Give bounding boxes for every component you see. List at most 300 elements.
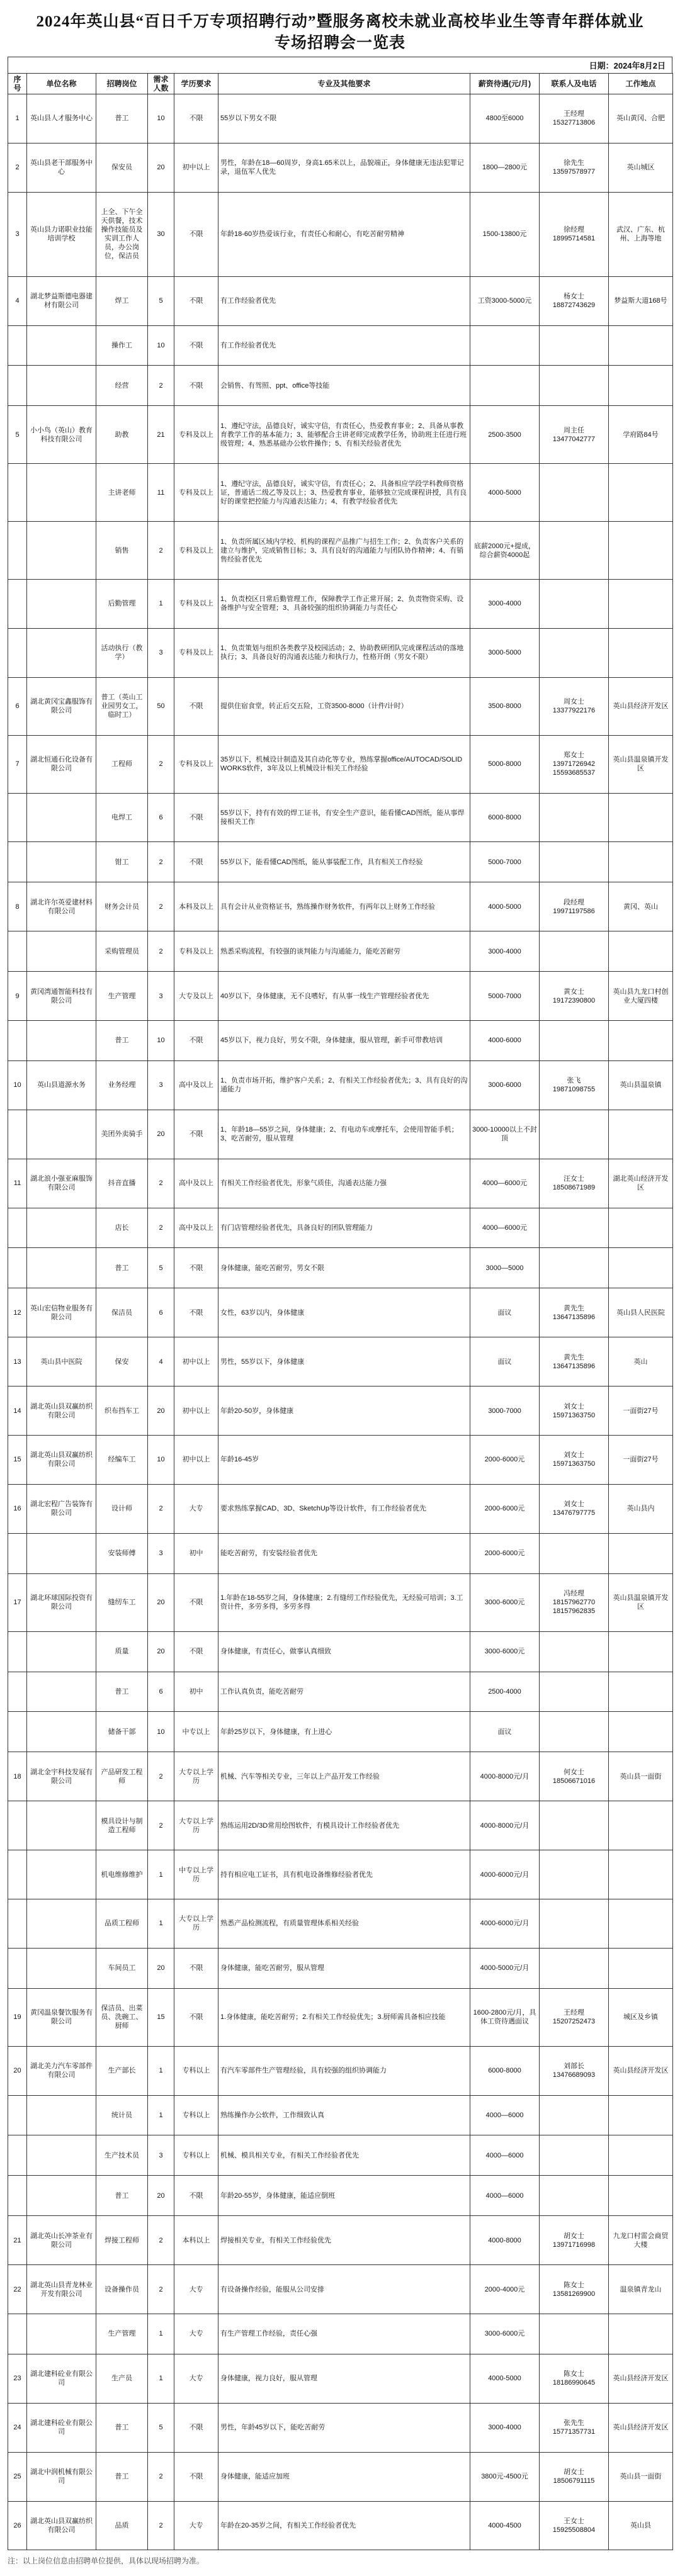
table-cell: 英山县人民医院	[609, 1288, 673, 1337]
table-cell: 焊接工程师	[96, 2216, 148, 2265]
table-cell	[27, 931, 96, 972]
table-cell	[609, 842, 673, 882]
table-cell: 湖北建科砼业有限公司	[27, 2354, 96, 2403]
table-cell: 不限	[174, 1110, 218, 1159]
table-cell: 刘女士 13476797775	[540, 1484, 609, 1533]
table-cell: 抖音直播	[96, 1159, 148, 1208]
table-cell	[540, 842, 609, 882]
table-row	[8, 325, 673, 366]
table-cell: 4000-5000	[470, 882, 540, 931]
table-cell: 普工	[96, 1672, 148, 1712]
table-cell: 男性，55岁以下，身体健康	[218, 1337, 470, 1386]
table-row	[8, 464, 673, 522]
table-cell: 1、负责市场开拓，维护客户关系；2、有相关工作经验者优先；3、具有良好的沟通能力	[218, 1060, 470, 1110]
table-cell: 能吃苦耐劳，有安装经验者优先	[218, 1533, 470, 1573]
table-cell: 5	[8, 406, 27, 464]
table-cell: 英山县经济开发区	[609, 2046, 673, 2095]
table-cell: 一面街27号	[609, 1436, 673, 1485]
table-cell: 大专以上学历	[174, 1899, 218, 1948]
table-cell: 湖北恒通石化设备有限公司	[27, 735, 96, 793]
table-cell	[540, 1672, 609, 1712]
table-cell	[609, 1672, 673, 1712]
table-cell: 1500-13800元	[470, 192, 540, 276]
table-cell: 3000-10000以上不封顶	[470, 1110, 540, 1159]
table-cell: 大专及以上	[174, 972, 218, 1021]
table-cell	[8, 325, 27, 366]
table-cell: 湖北许尔英爱建材料有限公司	[27, 882, 96, 931]
table-cell: 3000-4000	[470, 2403, 540, 2452]
table-cell: 2	[148, 842, 174, 882]
table-cell	[609, 1801, 673, 1850]
table-cell	[540, 1110, 609, 1159]
table-cell	[27, 2095, 96, 2135]
table-cell	[27, 2314, 96, 2354]
table-cell: 3	[148, 2135, 174, 2176]
table-cell: 4000-5000元/月	[470, 1948, 540, 1988]
table-cell: 14	[8, 1386, 27, 1436]
table-row	[8, 1712, 673, 1752]
table-cell: 周主任 13477042777	[540, 406, 609, 464]
table-cell: 英山城区	[609, 143, 673, 192]
table-cell: 2	[148, 2501, 174, 2550]
table-cell: 织布挡车工	[96, 1386, 148, 1436]
table-cell: 初中	[174, 1533, 218, 1573]
table-cell	[27, 1850, 96, 1899]
table-row	[8, 972, 673, 1021]
table-cell	[540, 464, 609, 522]
table-cell: 英山县经济开发区	[609, 2354, 673, 2403]
table-cell	[27, 1248, 96, 1288]
table-cell: 2000-4000元	[470, 2265, 540, 2314]
table-cell: 英山县经济开发区	[609, 677, 673, 735]
table-cell: 初中	[174, 1672, 218, 1712]
table-cell: 6000-8000	[470, 2046, 540, 2095]
table-cell	[540, 1208, 609, 1248]
table-cell: 3800元-4500元	[470, 2452, 540, 2501]
table-row	[8, 2135, 673, 2176]
date-bar: 日期：2024年8月2日	[8, 57, 672, 73]
table-cell: 1	[148, 1850, 174, 1899]
table-cell: 品质工程师	[96, 1899, 148, 1948]
column-header: 单位名称	[27, 74, 96, 94]
table-cell	[609, 1850, 673, 1899]
table-cell	[609, 1110, 673, 1159]
table-cell	[540, 2095, 609, 2135]
table-row	[8, 1208, 673, 1248]
table-cell: 设备操作员	[96, 2265, 148, 2314]
table-cell	[8, 366, 27, 406]
table-cell: 徐先生 13597578977	[540, 143, 609, 192]
table-cell	[27, 1208, 96, 1248]
column-header: 工作地点	[609, 74, 673, 94]
table-row	[8, 1672, 673, 1712]
table-cell	[609, 2135, 673, 2176]
table-cell: 面议	[470, 1288, 540, 1337]
jobs-table	[8, 73, 673, 2550]
table-cell	[540, 1712, 609, 1752]
column-header: 招聘岗位	[96, 74, 148, 94]
table-cell: 30	[148, 192, 174, 276]
table-cell: 不限	[174, 842, 218, 882]
table-cell	[27, 522, 96, 580]
table-cell	[609, 1948, 673, 1988]
table-cell: 专科以上	[174, 2135, 218, 2176]
table-cell: 身体健康，能适应加班	[218, 2452, 470, 2501]
table-cell: 3000-6000元	[470, 1573, 540, 1631]
table-cell: 3000-5000	[470, 628, 540, 677]
table-row	[8, 580, 673, 629]
table-cell: 女性，63岁以内，身体健康	[218, 1288, 470, 1337]
table-cell: 生产管理	[96, 2314, 148, 2354]
table-cell: 5000-7000	[470, 972, 540, 1021]
table-cell: 5	[148, 2403, 174, 2452]
table-cell: 初中以上	[174, 1386, 218, 1436]
table-cell: 3	[148, 1533, 174, 1573]
table-cell: 1	[148, 1899, 174, 1948]
table-cell: 初中以上	[174, 143, 218, 192]
column-header: 专业及其他要求	[218, 74, 470, 94]
table-cell: 2	[148, 1159, 174, 1208]
table-cell: 机电维修维护	[96, 1850, 148, 1899]
table-row	[8, 94, 673, 143]
table-cell: 湖北英山县双赢纺织有限公司	[27, 1386, 96, 1436]
table-cell	[8, 1672, 27, 1712]
table-cell	[27, 793, 96, 842]
table-cell: 湖北中润机械有限公司	[27, 2452, 96, 2501]
table-cell: 湖北建科砼业有限公司	[27, 2403, 96, 2452]
table-cell: 大专	[174, 2265, 218, 2314]
table-cell: 段经理 19971197586	[540, 882, 609, 931]
table-row	[8, 1060, 673, 1110]
table-cell: 不限	[174, 2452, 218, 2501]
table-cell: 20	[148, 1386, 174, 1436]
table-cell: 5	[148, 276, 174, 325]
table-cell: 3	[148, 972, 174, 1021]
table-cell	[609, 366, 673, 406]
table-cell: 2000-6000元	[470, 1533, 540, 1573]
table-cell: 11	[8, 1159, 27, 1208]
table-cell: 25	[8, 2452, 27, 2501]
table-cell: 高中及以上	[174, 1159, 218, 1208]
table-cell: 年龄18-60岁热爱该行业，有责任心和耐心，有吃苦耐劳精神	[218, 192, 470, 276]
table-body	[8, 94, 673, 2550]
table-cell: 普工	[96, 94, 148, 143]
table-cell: 1800—2800元	[470, 143, 540, 192]
table-cell: 2	[148, 366, 174, 406]
table-row	[8, 1288, 673, 1337]
table-cell: 有工作经验者优先	[218, 276, 470, 325]
table-cell: 4000-5000	[470, 464, 540, 522]
table-cell: 2	[148, 1484, 174, 1533]
table-cell: 品质	[96, 2501, 148, 2550]
table-cell: 4000-8000	[470, 2216, 540, 2265]
table-cell: 20	[148, 2176, 174, 2216]
table-cell: 3500-8000	[470, 677, 540, 735]
table-row	[8, 522, 673, 580]
table-cell: 初中以上	[174, 1337, 218, 1386]
table-cell	[27, 842, 96, 882]
table-cell: 操作工	[96, 325, 148, 366]
table-cell: 9	[8, 972, 27, 1021]
table-cell: 20	[148, 1948, 174, 1988]
table-cell: 工资3000-5000元	[470, 276, 540, 325]
table-cell: 持有相应电工证书，具有机电设备维修经验者优先	[218, 1850, 470, 1899]
table-cell: 湖北英山经济开发区	[609, 1159, 673, 1208]
table-cell: 湖北英山县双赢纺织有限公司	[27, 1436, 96, 1485]
table-cell	[540, 1631, 609, 1672]
table-cell: 面议	[470, 1712, 540, 1752]
table-row	[8, 2265, 673, 2314]
table-cell: 高中及以上	[174, 1208, 218, 1248]
table-cell: 身体健康，有责任心，做事认真细致	[218, 1631, 470, 1672]
table-cell: 2	[148, 1752, 174, 1801]
table-cell: 有生产管理工作经验，责任心强	[218, 2314, 470, 2354]
table-row	[8, 1948, 673, 1988]
table-row	[8, 192, 673, 276]
table-cell: 不限	[174, 1288, 218, 1337]
table-cell: 英山县道源水务	[27, 1060, 96, 1110]
table-cell: 15	[8, 1436, 27, 1485]
table-cell: 5	[148, 1248, 174, 1288]
table-cell: 产品研发工程师	[96, 1752, 148, 1801]
table-cell: 销售	[96, 522, 148, 580]
table-cell: 年龄25岁以下，身体健康，有上进心	[218, 1712, 470, 1752]
table-cell: 不限	[174, 2403, 218, 2452]
table-cell: 5000-8000	[470, 735, 540, 793]
table-cell: 专科及以上	[174, 931, 218, 972]
table-cell: 专科及以上	[174, 522, 218, 580]
table-cell: 1、年龄18—55岁之间，身体健康；2、有电动车或摩托车，会使用智能手机；3、吃苦耐劳，服从管理	[218, 1110, 470, 1159]
table-cell	[8, 2095, 27, 2135]
table-cell: 有门店管理经验者优先，具备良好的团队管理能力	[218, 1208, 470, 1248]
table-cell: 黄先生 13647135896	[540, 1288, 609, 1337]
table-cell: 焊接相关专业，有相关工作经验优先	[218, 2216, 470, 2265]
table-cell	[8, 793, 27, 842]
table-cell: 张先生 15771357731	[540, 2403, 609, 2452]
table-cell: 7	[8, 735, 27, 793]
table-cell: 初中以上	[174, 1436, 218, 1485]
table-row	[8, 2501, 673, 2550]
table-cell: 陈女士 13581269900	[540, 2265, 609, 2314]
table-cell: 英山县人才服务中心	[27, 94, 96, 143]
table-cell	[540, 522, 609, 580]
table-cell: 胡女士 13971716998	[540, 2216, 609, 2265]
table-cell	[540, 931, 609, 972]
table-cell: 18	[8, 1752, 27, 1801]
table-cell: 22	[8, 2265, 27, 2314]
table-cell: 胡女士 18506791115	[540, 2452, 609, 2501]
table-row	[8, 2354, 673, 2403]
table-cell	[540, 1021, 609, 1061]
table-cell	[609, 1021, 673, 1061]
table-cell: 主讲老师	[96, 464, 148, 522]
table-cell: 10	[148, 1712, 174, 1752]
table-cell: 大专以上学历	[174, 1801, 218, 1850]
table-cell	[27, 464, 96, 522]
table-cell: 3000-7000	[470, 1386, 540, 1436]
table-cell: 21	[8, 2216, 27, 2265]
table-cell: 2	[148, 2216, 174, 2265]
table-cell	[27, 580, 96, 629]
table-row	[8, 143, 673, 192]
table-cell: 21	[148, 406, 174, 464]
table-row	[8, 366, 673, 406]
table-cell: 熟悉采购流程，有较强的谈判能力与沟通能力，能吃苦耐劳	[218, 931, 470, 972]
table-cell	[540, 1850, 609, 1899]
table-cell	[540, 580, 609, 629]
table-cell: 徐经理 18995714581	[540, 192, 609, 276]
table-cell: 4000—6000元	[470, 1208, 540, 1248]
table-cell: 1.身体健康，能吃苦耐劳；2.有相关工作经验优先；3.厨师需具备相应技能	[218, 1988, 470, 2046]
table-cell: 1	[148, 2354, 174, 2403]
table-cell: 4	[148, 1337, 174, 1386]
column-header: 薪资待遇(元/月)	[470, 74, 540, 94]
table-cell: 工作认真负责，能吃苦耐劳	[218, 1672, 470, 1712]
table-cell: 英山县经济开发区	[609, 2403, 673, 2452]
table-cell	[8, 580, 27, 629]
table-cell: 20	[8, 2046, 27, 2095]
table-cell: 4000-6000	[470, 1021, 540, 1061]
table-cell	[8, 2314, 27, 2354]
table-cell: 8	[8, 882, 27, 931]
table-cell: 英山县内	[609, 1484, 673, 1533]
table-cell: 13	[8, 1337, 27, 1386]
table-cell: 12	[8, 1288, 27, 1337]
table-cell: 高中及以上	[174, 1060, 218, 1110]
table-cell: 生产员	[96, 2354, 148, 2403]
table-cell: 湖北美力汽车零部件有限公司	[27, 2046, 96, 2095]
table-row	[8, 1752, 673, 1801]
table-cell: 采购管理员	[96, 931, 148, 972]
table-cell: 身体健康，能吃苦耐劳，服从管理	[218, 1948, 470, 1988]
table-cell: 湖北英山县双赢纺织有限公司	[27, 2501, 96, 2550]
table-cell	[8, 1110, 27, 1159]
table-cell	[540, 1533, 609, 1573]
table-row	[8, 1337, 673, 1386]
table-cell: 专科及以上	[174, 628, 218, 677]
table-row	[8, 1159, 673, 1208]
table-cell: 熟练操作办公软件，工作细致认真	[218, 2095, 470, 2135]
table-cell: 大专	[174, 2314, 218, 2354]
table-cell: 大专	[174, 2501, 218, 2550]
table-cell: 有工作经验者优先	[218, 325, 470, 366]
table-cell	[8, 1533, 27, 1573]
table-row	[8, 1110, 673, 1159]
table-row	[8, 2176, 673, 2216]
table-cell	[8, 842, 27, 882]
table-cell: 年龄16-45岁	[218, 1436, 470, 1485]
table-cell: 工程师	[96, 735, 148, 793]
table-cell	[8, 1021, 27, 1061]
table-cell: 20	[148, 143, 174, 192]
table-cell: 生产部长	[96, 2046, 148, 2095]
table-cell	[540, 1801, 609, 1850]
table-cell	[609, 1248, 673, 1288]
table-cell: 10	[8, 1060, 27, 1110]
table-cell	[27, 1672, 96, 1712]
table-cell: 20	[148, 1631, 174, 1672]
table-cell: 普工	[96, 2452, 148, 2501]
table-cell: 专科以上	[174, 2095, 218, 2135]
table-cell: 6	[148, 793, 174, 842]
table-cell	[8, 464, 27, 522]
table-cell: 后勤管理	[96, 580, 148, 629]
table-cell: 业务经理	[96, 1060, 148, 1110]
table-cell: 不限	[174, 1248, 218, 1288]
table-cell: 2	[148, 2265, 174, 2314]
table-row	[8, 1021, 673, 1061]
table-cell: 英山县	[609, 2501, 673, 2550]
table-row	[8, 2314, 673, 2354]
table-cell	[27, 1899, 96, 1948]
table-cell: 19	[8, 1988, 27, 2046]
table-cell	[8, 628, 27, 677]
table-cell: 2	[148, 522, 174, 580]
table-cell	[27, 1712, 96, 1752]
table-cell: 3000—5000	[470, 1248, 540, 1288]
table-cell: 英山县温泉镇开发区	[609, 1573, 673, 1631]
table-cell: 黄冈、英山	[609, 882, 673, 931]
table-cell: 55岁以下男女不限	[218, 94, 470, 143]
table-cell: 6	[148, 1672, 174, 1712]
table-cell: 2000-6000元	[470, 1484, 540, 1533]
table-cell: 普工（英山工业园男女工，临时工）	[96, 677, 148, 735]
table-cell: 16	[8, 1484, 27, 1533]
table-cell	[8, 1631, 27, 1672]
table-header-row	[8, 74, 673, 94]
column-header: 学历要求	[174, 74, 218, 94]
table-cell: 美团外卖骑手	[96, 1110, 148, 1159]
table-cell: 机械、汽车等相关专业，三年以上产品开发工作经验	[218, 1752, 470, 1801]
page-subtitle: 专场招聘会一览表	[274, 35, 405, 52]
table-cell	[8, 522, 27, 580]
table-cell: 焊工	[96, 276, 148, 325]
table-row	[8, 628, 673, 677]
table-cell	[8, 931, 27, 972]
table-cell	[27, 628, 96, 677]
table-cell	[609, 793, 673, 842]
table-row	[8, 793, 673, 842]
table-cell	[27, 1631, 96, 1672]
table-cell: 17	[8, 1573, 27, 1631]
table-cell: 4000-6000元/月	[470, 1899, 540, 1948]
table-cell: 大专	[174, 1484, 218, 1533]
table-cell: 3000-6000	[470, 1060, 540, 1110]
table-cell: 3	[148, 1060, 174, 1110]
table-cell: 10	[148, 1436, 174, 1485]
table-row	[8, 1573, 673, 1631]
table-cell: 梦益斯大道168号	[609, 276, 673, 325]
table-cell: 英山县一面街	[609, 2452, 673, 2501]
table-cell	[609, 580, 673, 629]
table-row	[8, 882, 673, 931]
table-cell: 2	[148, 931, 174, 972]
table-cell: 车间员工	[96, 1948, 148, 1988]
table-cell	[609, 628, 673, 677]
table-cell: 4000-5000	[470, 2354, 540, 2403]
table-cell: 店长	[96, 1208, 148, 1248]
table-cell: 不限	[174, 793, 218, 842]
table-row	[8, 1436, 673, 1485]
table-cell	[27, 1110, 96, 1159]
table-cell: 2500-3500	[470, 406, 540, 464]
table-cell: 陈女士 18186990645	[540, 2354, 609, 2403]
table-cell: 不限	[174, 94, 218, 143]
table-cell: 26	[8, 2501, 27, 2550]
table-row	[8, 406, 673, 464]
table-cell: 普工	[96, 2403, 148, 2452]
table-cell: 面议	[470, 1337, 540, 1386]
